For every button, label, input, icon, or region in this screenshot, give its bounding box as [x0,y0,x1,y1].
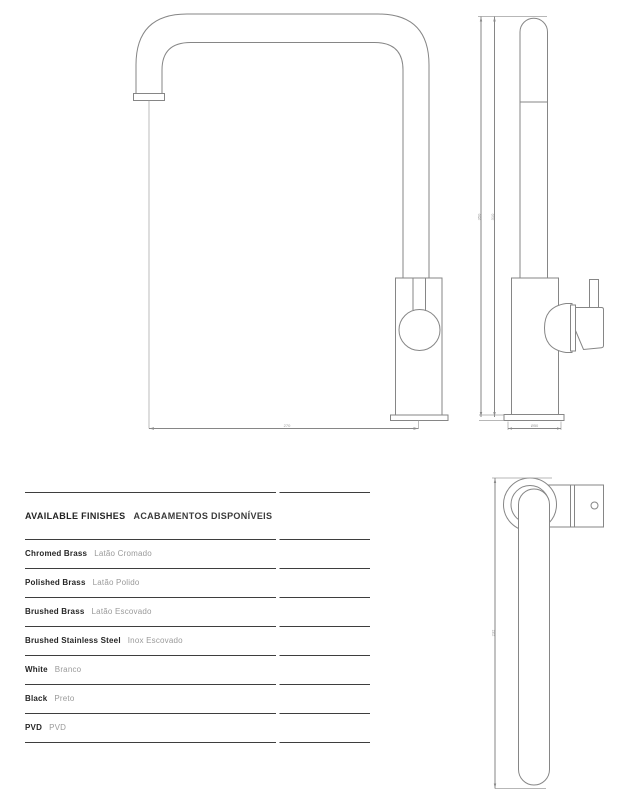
finish-name-pt: Inox Escovado [127,636,183,645]
finishes-title-en: AVAILABLE FINISHES [25,510,126,521]
handle-joint-circle [399,310,440,351]
spout-top-view [519,489,550,785]
finish-name-en: Brushed Stainless Steel [25,636,121,645]
side-view-drawing [477,17,604,431]
dim-arrow [557,427,561,429]
lever-grip [576,308,604,350]
dim-arrow [494,784,496,789]
finish-row [25,714,370,742]
finishes-header [25,493,370,539]
finish-name-en: Chromed Brass [25,549,88,558]
dimension-label-reach: 270 [283,423,291,428]
lever-rod [590,280,599,308]
finish-name-en: Polished Brass [25,578,86,587]
finish-row [25,627,370,655]
finish-name-en: PVD [25,723,43,732]
finish-name-pt: PVD [49,723,67,732]
finish-name-en: Brushed Brass [25,607,85,616]
dimension-label-length: 232 [490,629,496,637]
finish-name-en: White [25,665,48,674]
spout-tip-aerator [134,94,165,101]
spout-side-profile [520,18,548,278]
finish-name-en: Black [25,694,48,703]
dim-arrow [493,17,495,22]
front-view-drawing [134,14,449,430]
spout-outer-contour [136,14,429,278]
dim-arrow [480,17,482,22]
finishes-table [25,492,370,743]
dim-arrow [493,412,495,417]
dim-arrow [149,427,154,430]
base-plate-side [504,415,564,421]
finish-row [25,540,370,568]
base-plate-front [391,415,449,421]
finish-row [25,685,370,713]
handle-collar [571,305,576,351]
dimension-label-total-height: 350 [476,213,482,221]
dim-arrow [480,412,482,417]
finish-row [25,598,370,626]
finish-name-pt: Latão Polido [92,578,140,587]
finish-name-pt: Latão Escovado [91,607,152,616]
dimension-label-base: Ø50 [530,423,539,428]
finish-row [25,569,370,597]
finish-name-pt: Branco [54,665,82,674]
dim-arrow [494,478,496,483]
dim-arrow [508,427,512,429]
spout-inner-contour [162,43,403,279]
table-rule [25,742,370,743]
finish-row [25,656,370,684]
finishes-title-pt: ACABAMENTOS DISPONÍVEIS [133,510,273,521]
dimension-label-spout-height: 310 [490,213,495,221]
dim-arrow [414,427,419,430]
top-view-drawing [491,478,604,789]
finish-name-pt: Preto [54,694,75,703]
finish-name-pt: Latão Cromado [94,549,152,558]
finishes-rows [25,540,370,743]
